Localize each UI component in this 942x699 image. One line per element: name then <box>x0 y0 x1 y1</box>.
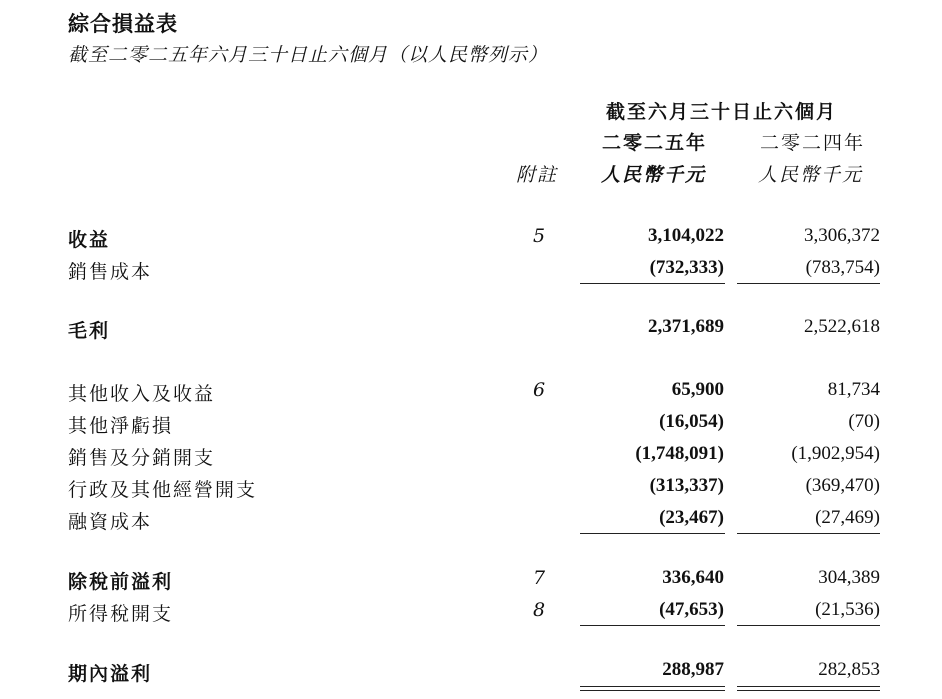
row-current-other-net-losses: (16,054) <box>659 411 724 432</box>
subtotal-underline-prior <box>737 283 880 284</box>
row-current-revenue: 3,104,022 <box>648 225 724 246</box>
prior-year-header: 二零二四年 <box>760 132 866 154</box>
row-prior-selling-expenses: (1,902,954) <box>791 443 880 464</box>
current-year-header: 二零二五年 <box>602 132 708 154</box>
row-label-other-income: 其他收入及收益 <box>68 383 216 405</box>
row-note-other-income: 6 <box>532 379 546 401</box>
row-current-selling-expenses: (1,748,091) <box>635 443 724 464</box>
row-prior-other-net-losses: (70) <box>848 411 880 432</box>
subtotal-underline-prior <box>737 625 880 626</box>
row-prior-income-tax: (21,536) <box>815 599 880 620</box>
subtotal-underline-current <box>580 533 725 534</box>
row-current-finance-costs: (23,467) <box>659 507 724 528</box>
row-label-gross-profit: 毛利 <box>68 320 111 342</box>
row-label-revenue: 收益 <box>68 229 111 251</box>
row-prior-admin-expenses: (369,470) <box>805 475 880 496</box>
row-current-cost-of-sales: (732,333) <box>649 257 724 278</box>
total-double-underline-current <box>580 686 725 691</box>
current-unit-header: 人民幣千元 <box>601 164 707 186</box>
row-prior-other-income: 81,734 <box>827 379 880 400</box>
row-current-profit-before-tax: 336,640 <box>662 567 724 588</box>
row-label-income-tax: 所得稅開支 <box>68 603 174 625</box>
row-note-profit-before-tax: 7 <box>532 567 546 589</box>
row-current-admin-expenses: (313,337) <box>649 475 724 496</box>
row-current-income-tax: (47,653) <box>659 599 724 620</box>
row-label-profit-for-period: 期內溢利 <box>68 663 153 685</box>
row-label-admin-expenses: 行政及其他經營開支 <box>68 479 258 501</box>
row-prior-gross-profit: 2,522,618 <box>804 316 880 337</box>
subtotal-underline-prior <box>737 533 880 534</box>
prior-unit-header: 人民幣千元 <box>758 164 864 186</box>
row-prior-profit-before-tax: 304,389 <box>818 567 880 588</box>
row-current-other-income: 65,900 <box>671 379 724 400</box>
row-note-revenue: 5 <box>532 225 546 247</box>
period-header: 截至六月三十日止六個月 <box>606 101 838 123</box>
row-label-finance-costs: 融資成本 <box>68 511 153 533</box>
row-note-income-tax: 8 <box>532 599 546 621</box>
row-label-other-net-losses: 其他淨虧損 <box>68 415 174 437</box>
row-label-profit-before-tax: 除稅前溢利 <box>68 571 174 593</box>
total-double-underline-prior <box>737 686 880 691</box>
note-column-header: 附註 <box>516 164 559 186</box>
statement-title: 綜合損益表 <box>68 12 178 36</box>
row-current-profit-for-period: 288,987 <box>662 659 724 680</box>
subtotal-underline-current <box>580 625 725 626</box>
row-label-cost-of-sales: 銷售成本 <box>68 261 153 283</box>
row-label-selling-expenses: 銷售及分銷開支 <box>68 447 216 469</box>
subtotal-underline-current <box>580 283 725 284</box>
statement-subtitle: 截至二零二五年六月三十日止六個月（以人民幣列示） <box>68 44 549 66</box>
row-current-gross-profit: 2,371,689 <box>648 316 724 337</box>
row-prior-revenue: 3,306,372 <box>804 225 880 246</box>
row-prior-profit-for-period: 282,853 <box>818 659 880 680</box>
row-prior-finance-costs: (27,469) <box>815 507 880 528</box>
row-prior-cost-of-sales: (783,754) <box>805 257 880 278</box>
